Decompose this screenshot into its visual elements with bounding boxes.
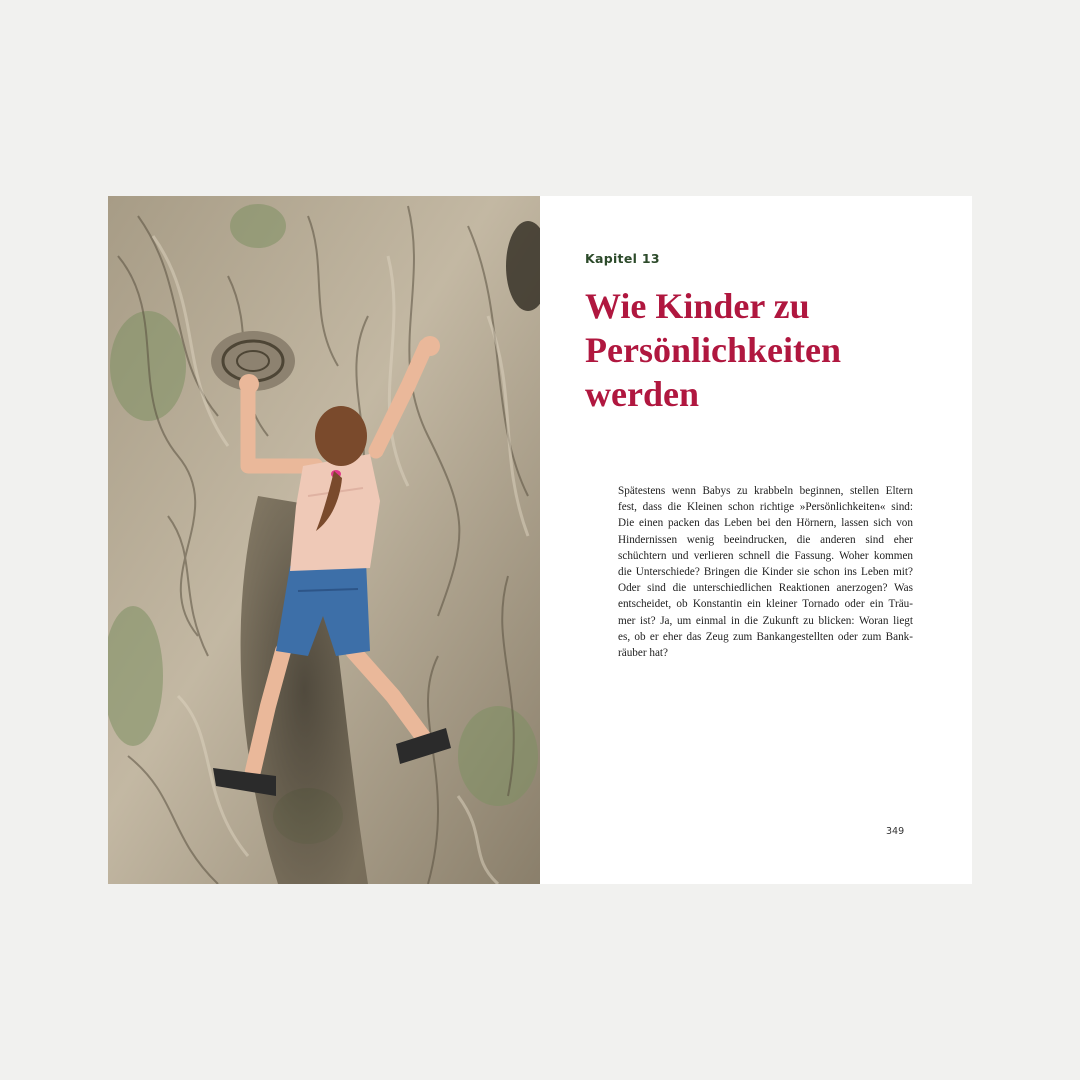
chapter-title [585, 284, 945, 416]
paragraph-line: mer ist? Ja, um einmal in die Zukunft zu blicken: Woran liegt [618, 614, 913, 627]
chapter-photo [108, 196, 540, 884]
intro-paragraph [618, 483, 913, 661]
chapter-label: Kapitel 13 [585, 251, 660, 266]
page-number: 349 [886, 826, 905, 837]
paragraph-line: Hindernissen wenig beeindrucken, die anderen sind eher [618, 533, 913, 546]
paragraph-line: Oder sind die unterschiedlichen Reaktionen anerzogen? Was [618, 582, 913, 595]
chapter-title-line: werden [585, 374, 699, 414]
text-page [540, 196, 972, 884]
paragraph-line: die Unterschiede? Bringen die Kinder sie schon ins Leben mit? [618, 566, 913, 579]
paragraph-line: entscheidet, ob Konstantin ein kleiner Tornado oder ein Träu- [618, 598, 913, 611]
paragraph-line: Die einen packen das Leben bei den Hörnern, lassen sich von [618, 517, 913, 530]
chapter-title-line: Wie Kinder zu [585, 286, 810, 326]
paragraph-line: schüchtern und verlieren schnell die Fassung. Woher kommen [618, 549, 913, 562]
paragraph-line: räuber hat? [618, 647, 668, 660]
paragraph-line: fest, dass die Kleinen schon richtige »Persönlichkeiten« sind: [618, 501, 913, 514]
paragraph-line: es, ob er eher das Zeug zum Bankangestellten oder zum Bank- [618, 630, 913, 643]
paragraph-line: Spätestens wenn Babys zu krabbeln beginnen, stellen Eltern [618, 485, 913, 497]
book-spread [108, 196, 972, 884]
chapter-title-line: Persönlichkeiten [585, 330, 841, 370]
